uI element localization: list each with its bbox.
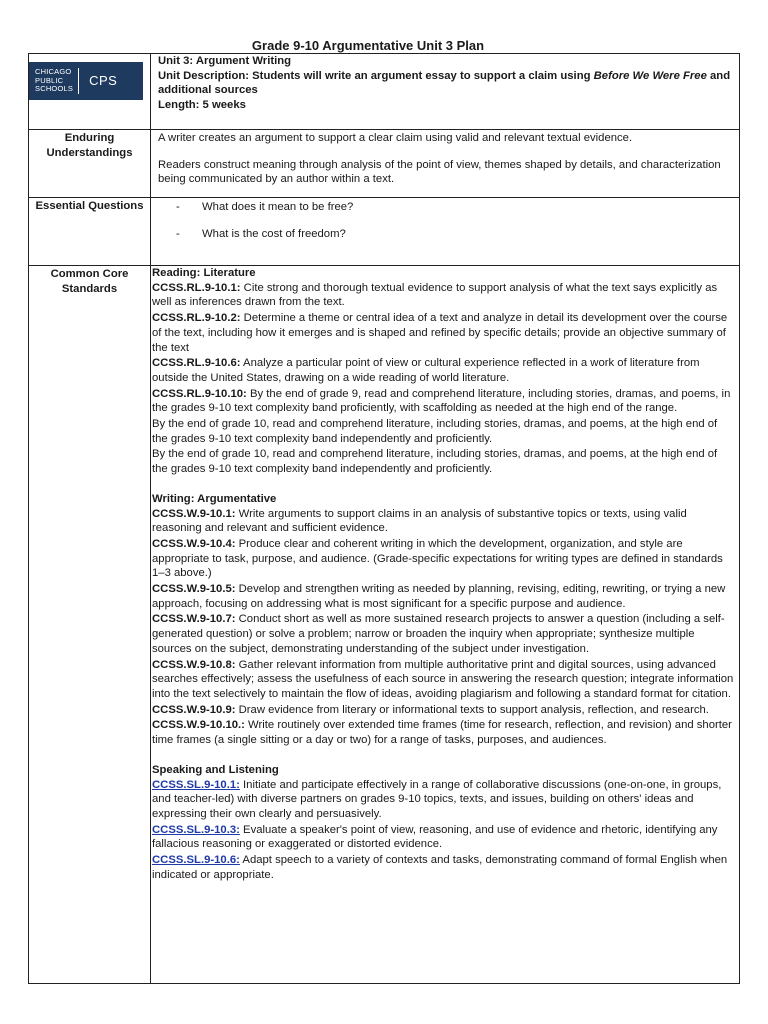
standard-code: CCSS.RL.9-10.2: xyxy=(152,312,241,325)
standard-link[interactable]: CCSS.SL.9-10.3: xyxy=(152,823,240,836)
standard-text: Adapt speech to a variety of contexts and tasks, demonstrating command of formal English when indicated or appropriate. xyxy=(152,854,728,881)
question-text: What is the cost of freedom? xyxy=(202,227,346,240)
unit-header-cell xyxy=(151,54,740,130)
unit-length: Length: 5 weeks xyxy=(158,99,246,112)
standard-text: Analyze a particular point of view or cultural experience reflected in a work of literature from outside the United States, drawing on a wide reading of world literature. xyxy=(152,357,700,384)
standard-code: CCSS.RL.9-10.1: xyxy=(152,281,241,294)
standard-code: CCSS.RL.9-10.6: xyxy=(152,357,241,370)
standard-item xyxy=(152,356,736,385)
enduring-cell xyxy=(151,130,740,198)
standard-item xyxy=(152,311,736,355)
bullet: - xyxy=(176,201,180,213)
enduring-row xyxy=(29,130,740,198)
standard-item xyxy=(152,718,736,747)
unit-description xyxy=(158,69,736,98)
logo-text-right: CPS xyxy=(89,72,118,88)
enduring-label: Enduring Understandings xyxy=(29,130,151,198)
description-text: Unit Description: Students will write an argument essay to support a claim using xyxy=(158,69,594,82)
standard-text: Initiate and participate effectively in a range of collaborative discussions (one-on-one, in groups, and teacher-led) with diverse partners on grades 9-10 topics, texts, and issues, building on others' ideas and expressing their own clearly and persuasively. xyxy=(152,778,722,820)
standard-item xyxy=(152,658,736,702)
logo-line: PUBLIC xyxy=(35,75,64,85)
standard-link[interactable]: CCSS.SL.9-10.6: xyxy=(152,854,240,867)
essential-cell xyxy=(151,198,740,266)
standard-text: Write routinely over extended time frames (time for research, reflection, and revision) and shorter time frames (a single sitting or a day or two) for a range of tasks, purposes, and audiences. xyxy=(152,719,732,747)
header-row xyxy=(29,54,740,130)
essential-question xyxy=(152,200,736,215)
essential-row xyxy=(29,198,740,266)
reading-heading: Reading: Literature xyxy=(152,267,256,279)
standard-text: Determine a theme or central idea of a text and analyze in detail its development over the course of the text, including how it emerges and is shaped and refined by specific details; provide an objective summary of the text xyxy=(152,312,728,354)
cps-logo xyxy=(29,62,143,100)
standard-code: CCSS.W.9-10.9: xyxy=(152,703,236,716)
standard-text: Draw evidence from literary or informational texts to support analysis, reflection, and research. xyxy=(235,703,709,716)
logo-line: SCHOOLS xyxy=(35,84,74,94)
enduring-item: A writer creates an argument to support a clear claim using valid and relevant textual evidence. xyxy=(158,132,633,144)
document-title: Grade 9-10 Argumentative Unit 3 Plan xyxy=(251,38,485,53)
standard-item xyxy=(152,507,736,536)
description-text: and additional sources xyxy=(158,69,731,97)
reading-extra: By the end of grade 10, read and comprehend literature, including stories, dramas, and poems, at the high end of the grades 9-10 text complexity band independently and proficiently. xyxy=(152,418,718,445)
logo-line: CHICAGO xyxy=(35,67,72,77)
standard-code: CCSS.W.9-10.7: xyxy=(152,613,236,626)
book-title: Before We Were Free xyxy=(593,69,707,82)
question-text: What does it mean to be free? xyxy=(202,201,354,213)
standard-item xyxy=(152,582,736,611)
standard-item xyxy=(152,853,736,882)
standard-item xyxy=(152,612,736,656)
standard-text: Conduct short as well as more sustained research projects to answer a question (including a self-generated question) or solve a problem; narrow or broaden the inquiry when appropriate; synthesize multiple sources on the subject, demonstrating understanding of the subject under investigation. xyxy=(152,613,725,655)
standard-code: CCSS.RL.9-10.10: xyxy=(152,387,247,400)
standard-text: Cite strong and thorough textual evidence to support analysis of what the text says explicitly as well as inferences drawn from the text. xyxy=(152,281,718,309)
standards-cell xyxy=(151,266,740,984)
standard-item xyxy=(152,823,736,852)
logo-cell xyxy=(29,54,151,130)
logo-text-left xyxy=(29,68,79,94)
standard-link[interactable]: CCSS.SL.9-10.1: xyxy=(152,778,240,791)
speaking-heading: Speaking and Listening xyxy=(152,763,279,776)
standard-item xyxy=(152,537,736,581)
essential-label: Essential Questions xyxy=(29,198,151,266)
unit-plan-table xyxy=(28,53,740,984)
bullet: - xyxy=(176,227,180,240)
standard-item xyxy=(152,387,736,416)
standard-text: Develop and strengthen writing as needed by planning, revising, editing, rewriting, or trying a new approach, focusing on addressing what is most significant for a specific purpose and audience. xyxy=(152,583,726,610)
writing-heading: Writing: Argumentative xyxy=(152,492,277,505)
standard-text: By the end of grade 9, read and comprehend literature, including stories, dramas, and poems, in the grades 9-10 text complexity band proficiently, with scaffolding as needed at the high end of the range. xyxy=(152,387,731,415)
essential-question xyxy=(152,227,736,242)
standard-code: CCSS.W.9-10.4: xyxy=(152,537,236,550)
standard-item xyxy=(152,778,736,822)
standard-text: Gather relevant information from multiple authoritative print and digital sources, using advanced searches effectively; assess the usefulness of each source in answering the research question; integrate information into the text selectively to maintain the flow of ideas, avoiding plagiarism and following a standard format for citation. xyxy=(152,658,734,700)
standards-label: Common Core Standards xyxy=(29,266,151,984)
unit-title: Unit 3: Argument Writing xyxy=(158,55,292,67)
standard-text: Produce clear and coherent writing in which the development, organization, and style are appropriate to task, purpose, and audience. (Grade-specific expectations for writing types are defined in standards 1–3 above.) xyxy=(152,537,723,580)
standard-item xyxy=(152,281,736,310)
standard-code: CCSS.W.9-10.10.: xyxy=(152,719,245,732)
standard-item xyxy=(152,703,736,718)
standard-text: Write arguments to support claims in an analysis of substantive topics or texts, using valid reasoning and relevant and sufficient evidence. xyxy=(152,507,687,535)
standards-row xyxy=(29,266,740,984)
standard-text: Evaluate a speaker's point of view, reasoning, and use of evidence and rhetoric, identifying any fallacious reasoning or exaggerated or distorted evidence. xyxy=(152,823,718,851)
standard-code: CCSS.W.9-10.1: xyxy=(152,507,236,520)
reading-extra: By the end of grade 10, read and comprehend literature, including stories, dramas, and poems, at the high end of the grades 9-10 text complexity band independently and proficiently. xyxy=(152,448,718,476)
standard-code: CCSS.W.9-10.5: xyxy=(152,583,236,596)
enduring-item: Readers construct meaning through analysis of the point of view, themes shaped by details, and characterization being communicated by an author within a text. xyxy=(158,158,721,186)
standard-code: CCSS.W.9-10.8: xyxy=(152,658,236,671)
